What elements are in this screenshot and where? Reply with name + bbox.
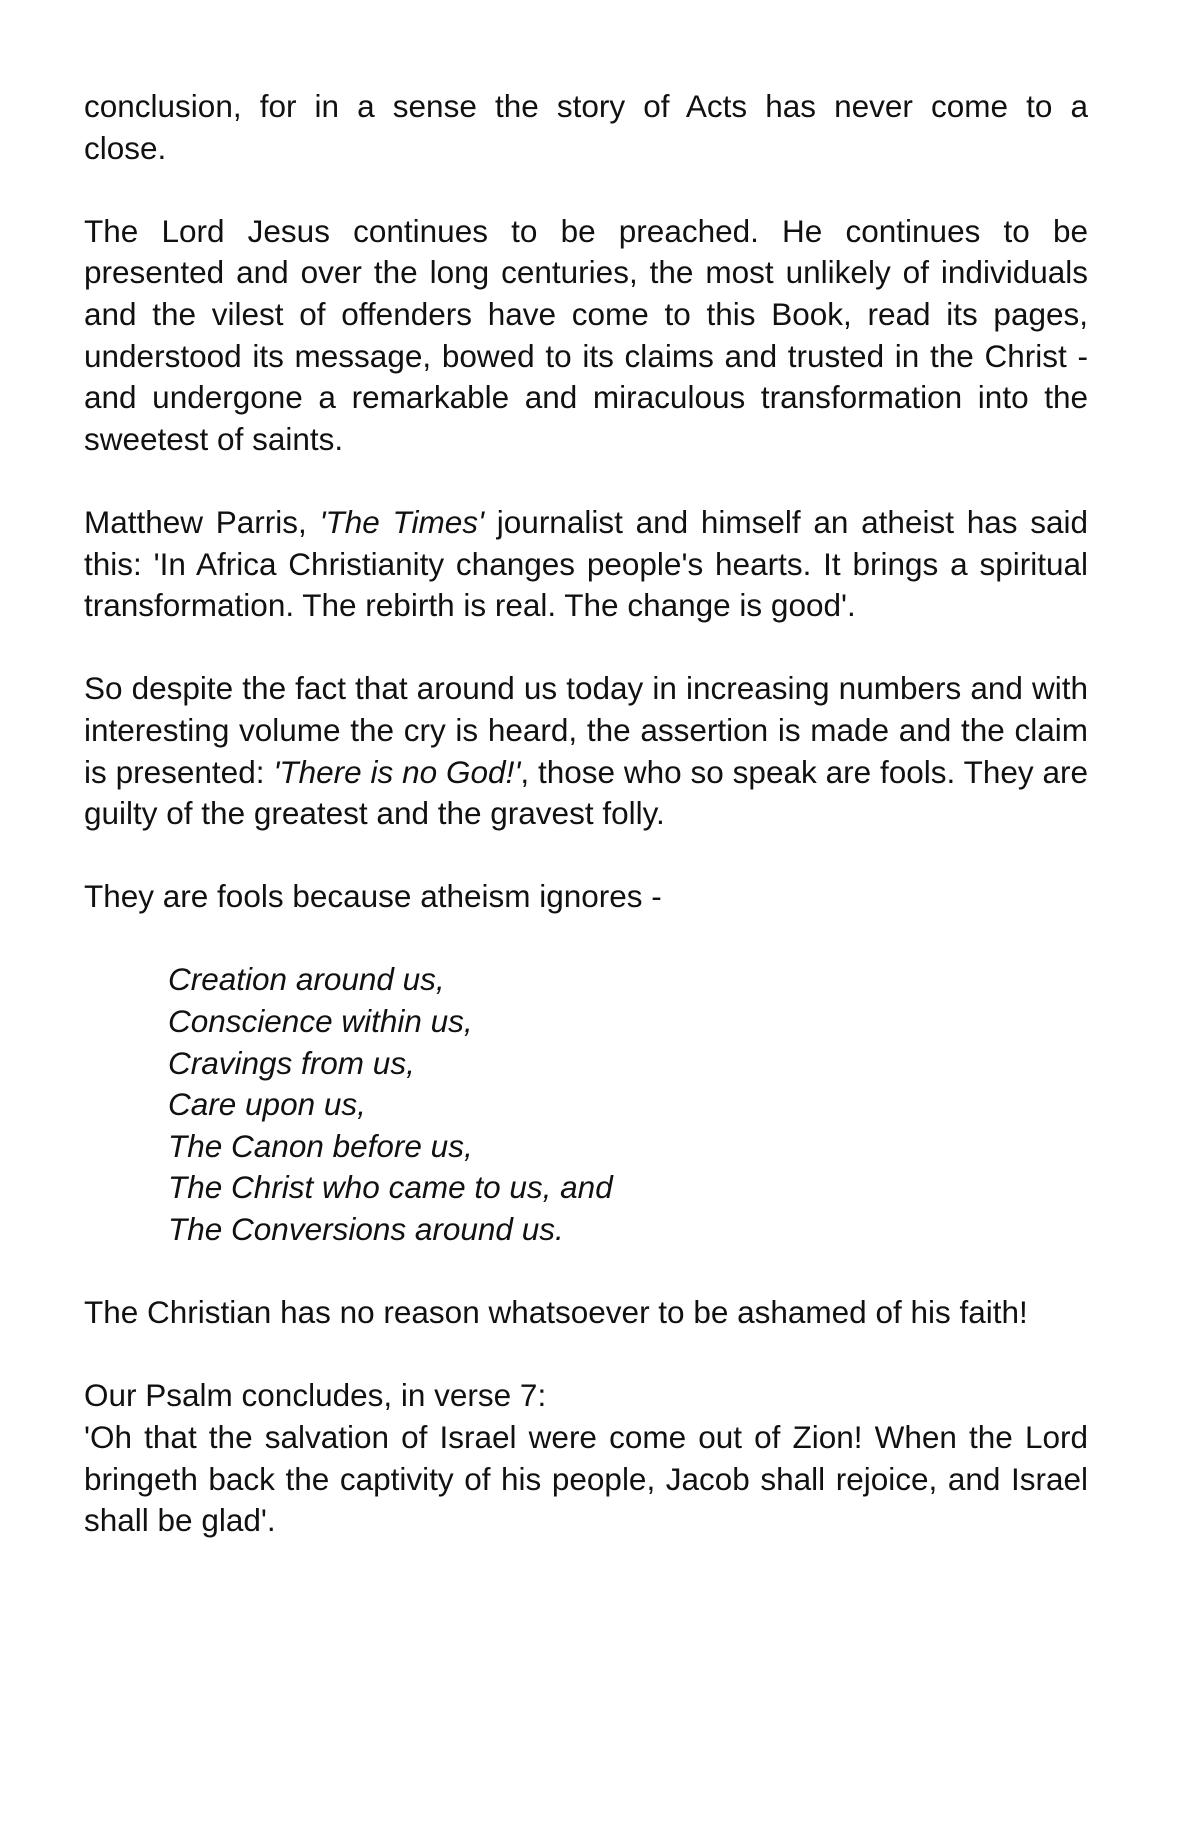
list-item: Care upon us, <box>168 1086 366 1123</box>
list-item: The Conversions around us. <box>168 1211 564 1248</box>
paragraph-text: conclusion, for in a sense the story of Acts has never come to a <box>84 88 1088 124</box>
paragraph-text: journalist and himself an atheist has said this: 'In Africa Christianity changes people's hearts. It brings a spiritual transformation. The rebirth is real. The change is good'. <box>84 503 1089 624</box>
list-item: The Canon before us, <box>168 1127 473 1164</box>
list-item: Conscience within us, <box>168 1003 473 1040</box>
newspaper-title: 'The Times' <box>319 503 485 540</box>
paragraph-lord-jesus: The Lord Jesus continues to be preached. He continues to be presented and over the long centuries, the most unlikely of individuals and the vilest of offenders have come to this Book, read its pages, understood its message, bowed to its claims and trusted in the Christ - and undergone a remarkable and miraculous transformation into the sweetest of saints. <box>84 212 1088 457</box>
list-item: The Christ who came to us, and <box>168 1169 613 1206</box>
paragraph-psalm <box>84 1375 1088 1541</box>
paragraph-text: close. <box>84 129 167 166</box>
document-page <box>84 86 1088 1542</box>
psalm-quote: 'Oh that the salvation of Israel were come out of Zion! When the Lord bringeth back the captivity of his people, Jacob shall rejoice, and Israel shall be glad'. <box>84 1419 1088 1539</box>
paragraph-matthew-parris <box>84 502 1088 627</box>
ignored-list <box>168 959 1088 1250</box>
paragraph-text: , those who so speak are fools. They are guilty of the greatest and the gravest folly. <box>84 753 1088 832</box>
paragraph-christian: The Christian has no reason whatsoever to be ashamed of his faith! <box>84 1294 1028 1331</box>
list-item: Creation around us, <box>168 961 445 998</box>
paragraph-text: Our Psalm concludes, in verse 7: <box>84 1377 547 1414</box>
paragraph-text: Matthew Parris, <box>84 503 320 540</box>
list-item: Cravings from us, <box>168 1044 415 1081</box>
quoted-claim: 'There is no God!' <box>273 753 521 790</box>
paragraph-fools: They are fools because atheism ignores - <box>84 878 662 915</box>
paragraph-despite <box>84 668 1088 834</box>
paragraph-conclusion <box>84 86 1088 169</box>
paragraph-text: So despite the fact that around us today in increasing numbers and with interesting volume the cry is heard, the assertion is made and the claim is presented: <box>84 670 1088 790</box>
